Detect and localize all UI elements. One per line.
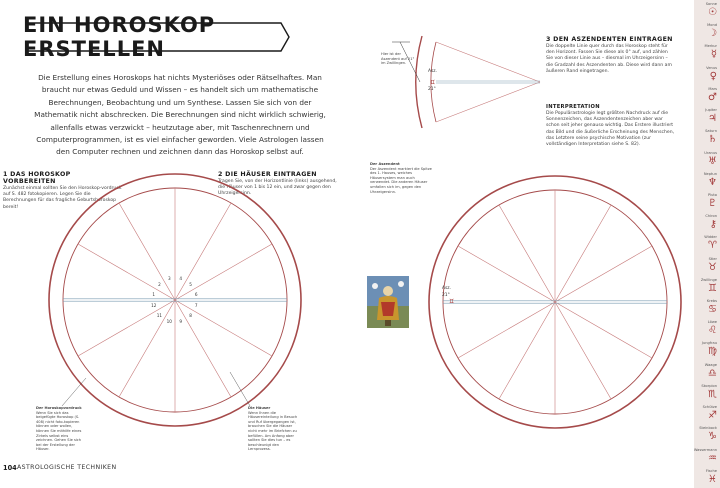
astro-glyph-icon: ♅: [708, 155, 717, 167]
asc-degree-right: 21°: [442, 293, 450, 298]
asc-degree-note: Hier ist der Aszendent auf 21° im Zwillingen.: [381, 52, 415, 66]
asc-degree-top: 21°: [428, 87, 436, 92]
sidebar-item-label: Pluto: [707, 192, 717, 197]
sidebar-item-label: Widder: [704, 235, 717, 240]
section-3-title: 3 DEN ASZENDENTEN EINTRAGEN: [546, 36, 673, 43]
partial-spoke: [436, 42, 540, 82]
sidebar-item-steinbock: [694, 426, 720, 446]
astro-glyph-icon: ♇: [708, 197, 717, 209]
house-number: 12: [151, 303, 157, 309]
sidebar-item-label: Chiron: [705, 214, 717, 219]
houses-note-title: Die Häuser: [248, 406, 271, 410]
astro-glyph-icon: ♈: [708, 240, 717, 252]
page-number: 104: [3, 464, 17, 472]
gemini-glyph-top: ♊: [430, 79, 436, 86]
astro-glyph-icon: ♓: [708, 473, 717, 485]
sidebar-item-löwe: [694, 320, 720, 340]
astro-glyph-icon: ♒: [708, 452, 717, 464]
astro-glyph-icon: ♐: [708, 410, 717, 422]
sidebar-item-label: Fische: [705, 468, 717, 473]
house-number: 1: [152, 291, 156, 297]
sidebar-item-label: Löwe: [707, 320, 717, 325]
interpretation-title: INTERPRETATION: [546, 104, 600, 110]
house-number: 8: [189, 313, 192, 319]
sidebar-item-wassermann: [694, 448, 720, 468]
section-1-title: 1 DAS HOROSKOP VORBEREITEN: [3, 171, 71, 185]
sidebar-item-mars: [694, 87, 720, 107]
sidebar-item-label: Venus: [706, 65, 717, 70]
house-number: 3: [167, 276, 171, 282]
horoscope-form-note-body: Wenn Sie sich das beigefügte Horoskop (S. 408) nicht foto-kopieren können oder wollen, können Sie mithilfe eines Zirkels selbst eins zeichnen. Gehen Sie sich bei der Erstellung der Häuser.: [36, 410, 82, 452]
house-cusp-line: [555, 302, 652, 358]
partial-outer-arc: [416, 36, 422, 128]
house-cusp-line: [499, 302, 555, 399]
section-1-body: Zunächst einmal sollten Sie den Horoskop-vordruck auf S. 482 fotokopieren. Legen Sie die Berechnungen für das fragliche Geburtshoroskop bereit!: [3, 186, 122, 210]
astro-glyph-icon: ♌: [708, 325, 717, 337]
astro-glyph-icon: ♄: [708, 134, 717, 146]
astro-glyph-icon: ♏: [708, 388, 717, 400]
sidebar-item-sonne: [694, 2, 720, 22]
astro-glyph-icon: ♋: [708, 304, 717, 316]
sidebar-item-krebs: [694, 299, 720, 319]
sidebar-item-label: Merkur: [704, 44, 717, 49]
sidebar-item-label: Wassermann: [693, 447, 717, 452]
astro-glyph-icon: ☽: [708, 28, 717, 40]
card-illustration: [367, 276, 409, 328]
sidebar-item-skorpion: [694, 384, 720, 404]
ascendant-note-title: Der Aszendent: [370, 162, 400, 166]
sidebar-item-label: Skorpion: [701, 383, 717, 388]
astro-glyph-icon: ♂: [708, 91, 717, 103]
sidebar-item-chiron: [694, 214, 720, 234]
section-2-title: 2 DIE HÄUSER EINTRAGEN: [218, 171, 317, 178]
houses-note-body: Wenn Ihnen die Häusereinteilung in Besuch und Ruf übergegangen ist, brauchen Sie die Häuser nicht mehr im Briefchen zu befüllen. Am Anfang aber sollten Sie dies tun – es beschleunigt den Lernprozess.: [248, 410, 298, 452]
footer-label: ASTROLOGISCHE TECHNIKEN: [17, 464, 117, 471]
astro-glyph-icon: ♉: [708, 261, 717, 273]
sidebar-item-widder: [694, 235, 720, 255]
asc-label-right: Asz.: [442, 286, 451, 291]
sidebar-item-label: Jupiter: [705, 108, 717, 113]
sidebar-item-merkur: [694, 44, 720, 64]
astro-glyph-icon: ♎: [708, 367, 717, 379]
astro-glyph-icon: ♑: [708, 431, 717, 443]
sidebar-item-saturn: [694, 129, 720, 149]
sidebar-item-label: Jungfrau: [701, 341, 717, 346]
sidebar-item-stier: [694, 257, 720, 277]
house-number: 4: [179, 276, 183, 282]
sidebar-item-label: Mars: [708, 86, 717, 91]
sidebar-item-label: Schütze: [702, 405, 717, 410]
astro-glyph-icon: ♊: [708, 282, 717, 294]
sidebar-item-jungfrau: [694, 341, 720, 361]
astro-glyph-icon: ☉: [708, 7, 717, 18]
house-cusp-line: [458, 246, 555, 302]
sidebar-item-label: Mond: [707, 23, 717, 28]
astro-glyph-icon: ☿: [710, 49, 717, 61]
astro-glyph-icon: ♆: [708, 176, 717, 188]
sidebar-item-label: Zwillinge: [700, 277, 717, 282]
note-leader: [62, 378, 86, 406]
sidebar-item-fische: [694, 469, 720, 488]
section-3-body: Die doppelte Linie quer durch das Horoskop steht für den Horizont. Fassen Sie diese als 0° auf, und zählen Sie von dieser Linie aus – diesmal im Uhrzeigersinn – die Gradzahl des Aszendenten ab. Diese wird dann am äußeren Rand eingetragen.: [546, 44, 672, 74]
sidebar-item-mond: [694, 23, 720, 43]
note-leader: [230, 372, 250, 406]
horoscope-form-note-title: Der Horoskopvordruck: [36, 406, 82, 410]
asc-label-top: Asz.: [428, 69, 437, 74]
sidebar-item-waage: [694, 363, 720, 383]
ascendant-note-body: Der Aszendent markiert die Spitze des 1. Hauses, weiches Häusersystem man auch verwendet. Die anderen Häuser umfallen sich im, gegen den Uhrzeigersinn.: [370, 166, 432, 194]
house-number: 2: [158, 281, 161, 287]
house-number: 6: [194, 291, 198, 297]
astro-glyph-icon: ⚷: [709, 219, 717, 231]
house-number: 10: [166, 318, 172, 324]
sidebar-item-jupiter: [694, 108, 720, 128]
section-2-body: Tragen Sie, von der Horizontlinie (links) ausgehend, die Häuser von 1 bis 12 ein, und zwar gegen den Uhrzeigersinn.: [218, 179, 337, 197]
sidebar-item-schütze: [694, 405, 720, 425]
sidebar-item-zwillinge: [694, 278, 720, 298]
sidebar-item-label: Neptun: [703, 171, 717, 176]
sidebar-item-label: Sonne: [705, 2, 717, 6]
sidebar-item-pluto: [694, 193, 720, 213]
sidebar-item-uranus: [694, 151, 720, 171]
house-number: 5: [189, 281, 192, 287]
house-cusp-line: [458, 302, 555, 358]
house-cusp-line: [555, 205, 611, 302]
astro-glyph-icon: ♀: [709, 70, 717, 82]
sidebar-item-label: Steinbock: [699, 426, 717, 431]
house-number: 9: [179, 318, 183, 324]
sidebar-item-label: Waage: [704, 362, 717, 367]
page-title: EIN HOROSKOP ERSTELLEN: [23, 12, 216, 61]
astro-glyph-icon: ♃: [708, 113, 717, 125]
sidebar-item-label: Krebs: [706, 299, 717, 304]
sidebar-item-label: Uranus: [704, 150, 717, 155]
intro-paragraph: Die Erstellung eines Horoskops hat nichts Mysteriöses oder Rätselhaftes. Man braucht nur etwas Geduld und Wissen – es handelt sich um mathematische Berechnungen, Beobachtung und um Synthese. Lassen Sie sich von der Mathematik nicht abschrecken. Die Berechnungen sind nicht wirklich schwierig, allenfalls etwas verzwickt – heutzutage aber, mit Taschenrechnern und Computerprogrammen, ist es viel einfacher geworden. Viele Astrologen lassen den Computer rechnen und zeichnen dann das Horoskop selbst auf.: [34, 73, 326, 157]
house-number: 11: [156, 313, 163, 319]
house-cusp-line: [555, 246, 652, 302]
astro-glyph-icon: ♍: [708, 346, 717, 358]
sidebar-item-neptun: [694, 172, 720, 192]
tarot-card-image: [367, 276, 409, 328]
sidebar-item-label: Stier: [708, 256, 717, 261]
partial-spoke: [436, 82, 540, 122]
sidebar-item-label: Saturn: [705, 129, 717, 134]
house-cusp-line: [499, 205, 555, 302]
gemini-glyph-right: ♊: [449, 298, 455, 305]
interpretation-body: Die Populärastrologie legt größten Nachdruck auf die Sonnenzeichen, das Aszendentenzeichen aber war schon seit jeher genauso wichtig. Das Erstere illustriert das Bild und die äußerliche Erscheinung des Menschen, das Letztere seine psychische Motivation (zur vollständigen Interpretation siehe S. 82).: [546, 111, 675, 148]
sidebar-item-venus: [694, 66, 720, 86]
planet-sign-sidebar: [694, 0, 720, 488]
house-number: 7: [194, 303, 198, 309]
house-cusp-line: [555, 302, 611, 399]
